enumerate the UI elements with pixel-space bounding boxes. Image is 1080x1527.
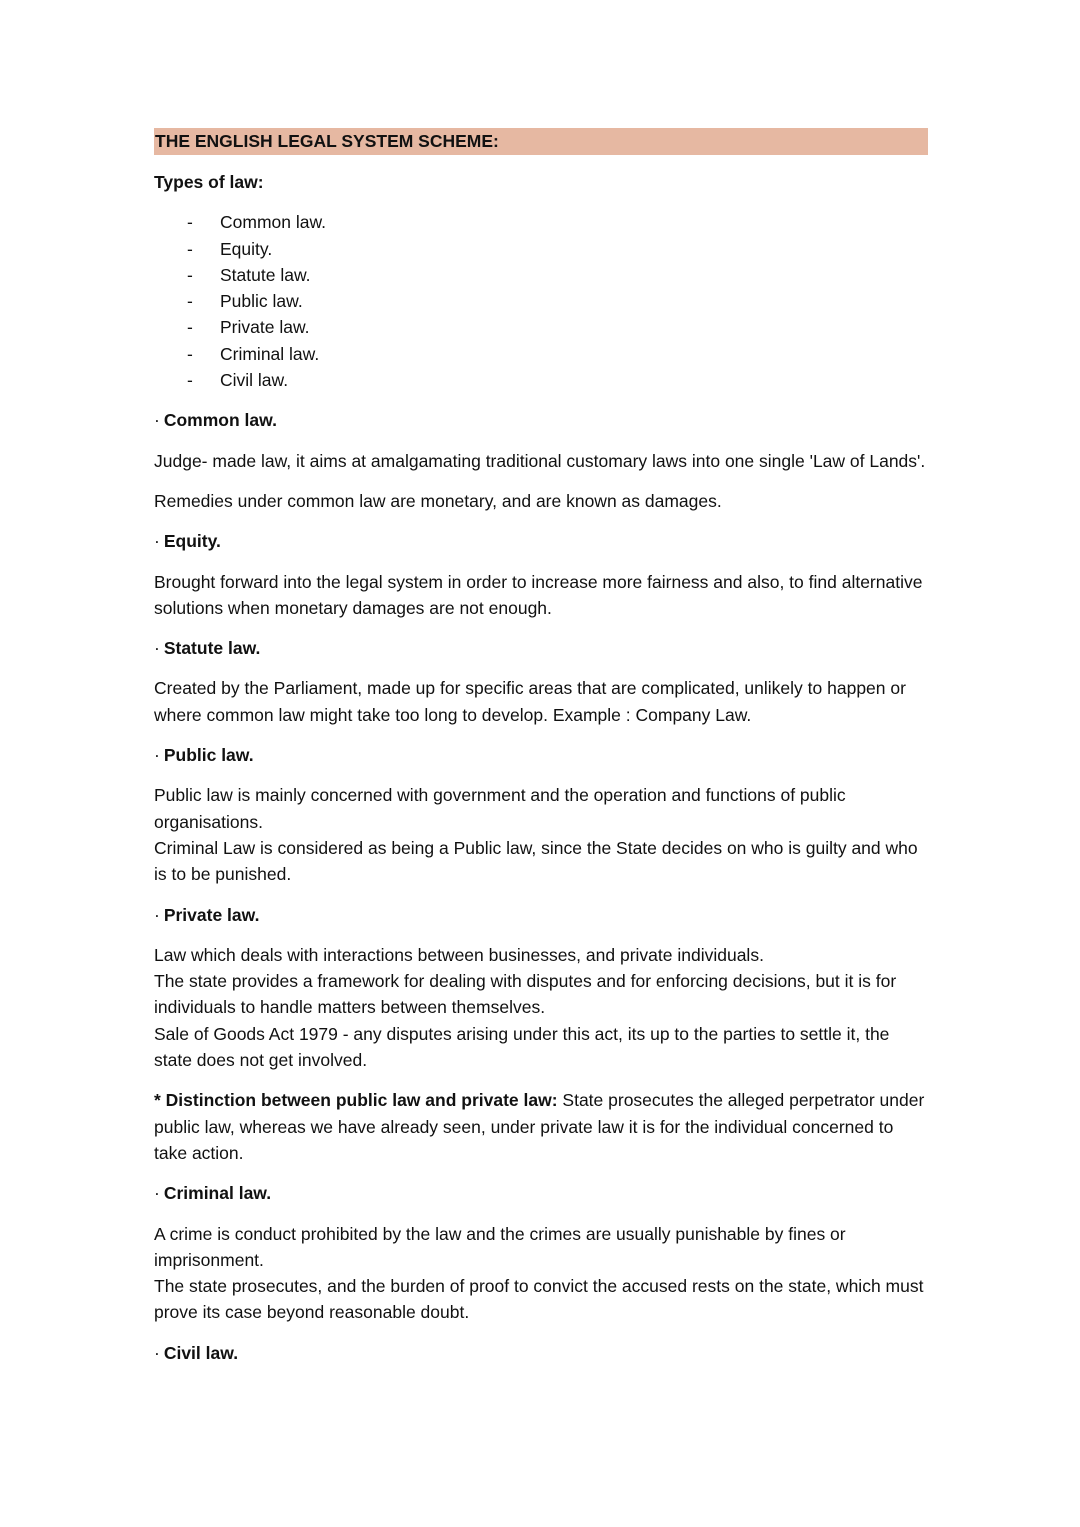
private-law-line-3: Sale of Goods Act 1979 - any disputes arising under this act, its up to the parties to settle it, the state does not get involved. <box>154 1023 890 1071</box>
list-item-label: Criminal law. <box>220 343 320 364</box>
section-heading-criminal-law <box>154 1180 928 1206</box>
section-heading-label: Equity. <box>163 531 221 552</box>
distinction-label: * Distinction between public law and private law: <box>154 1090 558 1111</box>
public-law-line-2: Criminal Law is considered as being a Public law, since the State decides on who is guilty and who is to be punished. <box>154 837 918 885</box>
document-page <box>154 128 928 1380</box>
bullet-icon: · <box>154 638 160 659</box>
section-heading-label: Common law. <box>163 410 277 431</box>
section-heading-label: Public law. <box>163 745 254 766</box>
bullet-icon: · <box>154 531 160 552</box>
equity-paragraph: Brought forward into the legal system in order to increase more fairness and also, to find alternative solutions when monetary damages are not enough. <box>154 571 923 618</box>
bullet-icon: · <box>154 745 160 766</box>
list-item <box>154 314 928 340</box>
criminal-law-paragraph <box>154 1221 928 1326</box>
section-heading-civil-law <box>154 1340 928 1366</box>
distinction-paragraph <box>154 1087 928 1166</box>
dash-marker: - <box>187 343 193 364</box>
section-heading-label: Civil law. <box>163 1342 239 1363</box>
list-item-label: Public law. <box>220 291 303 312</box>
section-heading-public-law <box>154 742 928 768</box>
dash-marker: - <box>187 212 193 233</box>
section-heading-private-law <box>154 902 928 928</box>
statute-law-paragraph: Created by the Parliament, made up for specific areas that are complicated, unlikely to happen or where common law might take too long to develop. Example : Company Law. <box>154 678 906 725</box>
dash-marker: - <box>187 291 193 312</box>
list-item-label: Common law. <box>220 212 327 233</box>
private-law-line-2: The state provides a framework for dealing with disputes and for enforcing decisions, but it is for individuals to handle matters between themselves. <box>154 971 897 1018</box>
section-heading-label: Statute law. <box>163 638 261 659</box>
section-heading-label: Criminal law. <box>163 1183 272 1204</box>
public-law-line-1: Public law is mainly concerned with government and the operation and functions of public organisations. <box>154 785 846 832</box>
list-item <box>154 236 928 262</box>
list-item-label: Private law. <box>220 317 310 338</box>
dash-marker: - <box>187 264 193 285</box>
types-list <box>154 209 928 393</box>
criminal-law-line-2: The state prosecutes, and the burden of proof to convict the accused rests on the state, which must prove its case beyond reasonable doubt. <box>154 1276 924 1323</box>
list-item <box>154 262 928 288</box>
common-law-paragraph-1: Judge- made law, it aims at amalgamating traditional customary laws into one single 'Law of Lands'. <box>154 450 926 471</box>
list-item <box>154 209 928 235</box>
list-item-label: Civil law. <box>220 370 289 391</box>
distinction-text: State prosecutes the alleged perpetrator under public law, whereas we have already seen, under private law it is for the individual concerned to take action. <box>154 1090 925 1163</box>
section-heading-statute-law <box>154 635 928 661</box>
list-item-label: Statute law. <box>220 264 311 285</box>
list-item <box>154 341 928 367</box>
bullet-icon: · <box>154 1342 160 1363</box>
private-law-paragraph <box>154 942 928 1073</box>
criminal-law-line-1: A crime is conduct prohibited by the law and the crimes are usually punishable by fines or imprisonment. <box>154 1223 846 1270</box>
public-law-paragraph <box>154 782 928 887</box>
list-item-label: Equity. <box>220 238 273 259</box>
section-heading-common-law <box>154 407 928 433</box>
dash-marker: - <box>187 238 193 259</box>
list-item <box>154 288 928 314</box>
common-law-paragraph-2: Remedies under common law are monetary, and are known as damages. <box>154 490 722 511</box>
private-law-line-1: Law which deals with interactions between businesses, and private individuals. <box>154 944 764 965</box>
document-title: THE ENGLISH LEGAL SYSTEM SCHEME: <box>154 128 928 155</box>
section-heading-label: Private law. <box>163 904 260 925</box>
bullet-icon: · <box>154 410 160 431</box>
section-heading-equity <box>154 528 928 554</box>
bullet-icon: · <box>154 904 160 925</box>
types-heading: Types of law: <box>154 172 264 192</box>
dash-marker: - <box>187 370 193 391</box>
list-item <box>154 367 928 393</box>
dash-marker: - <box>187 317 193 338</box>
bullet-icon: · <box>154 1183 160 1204</box>
